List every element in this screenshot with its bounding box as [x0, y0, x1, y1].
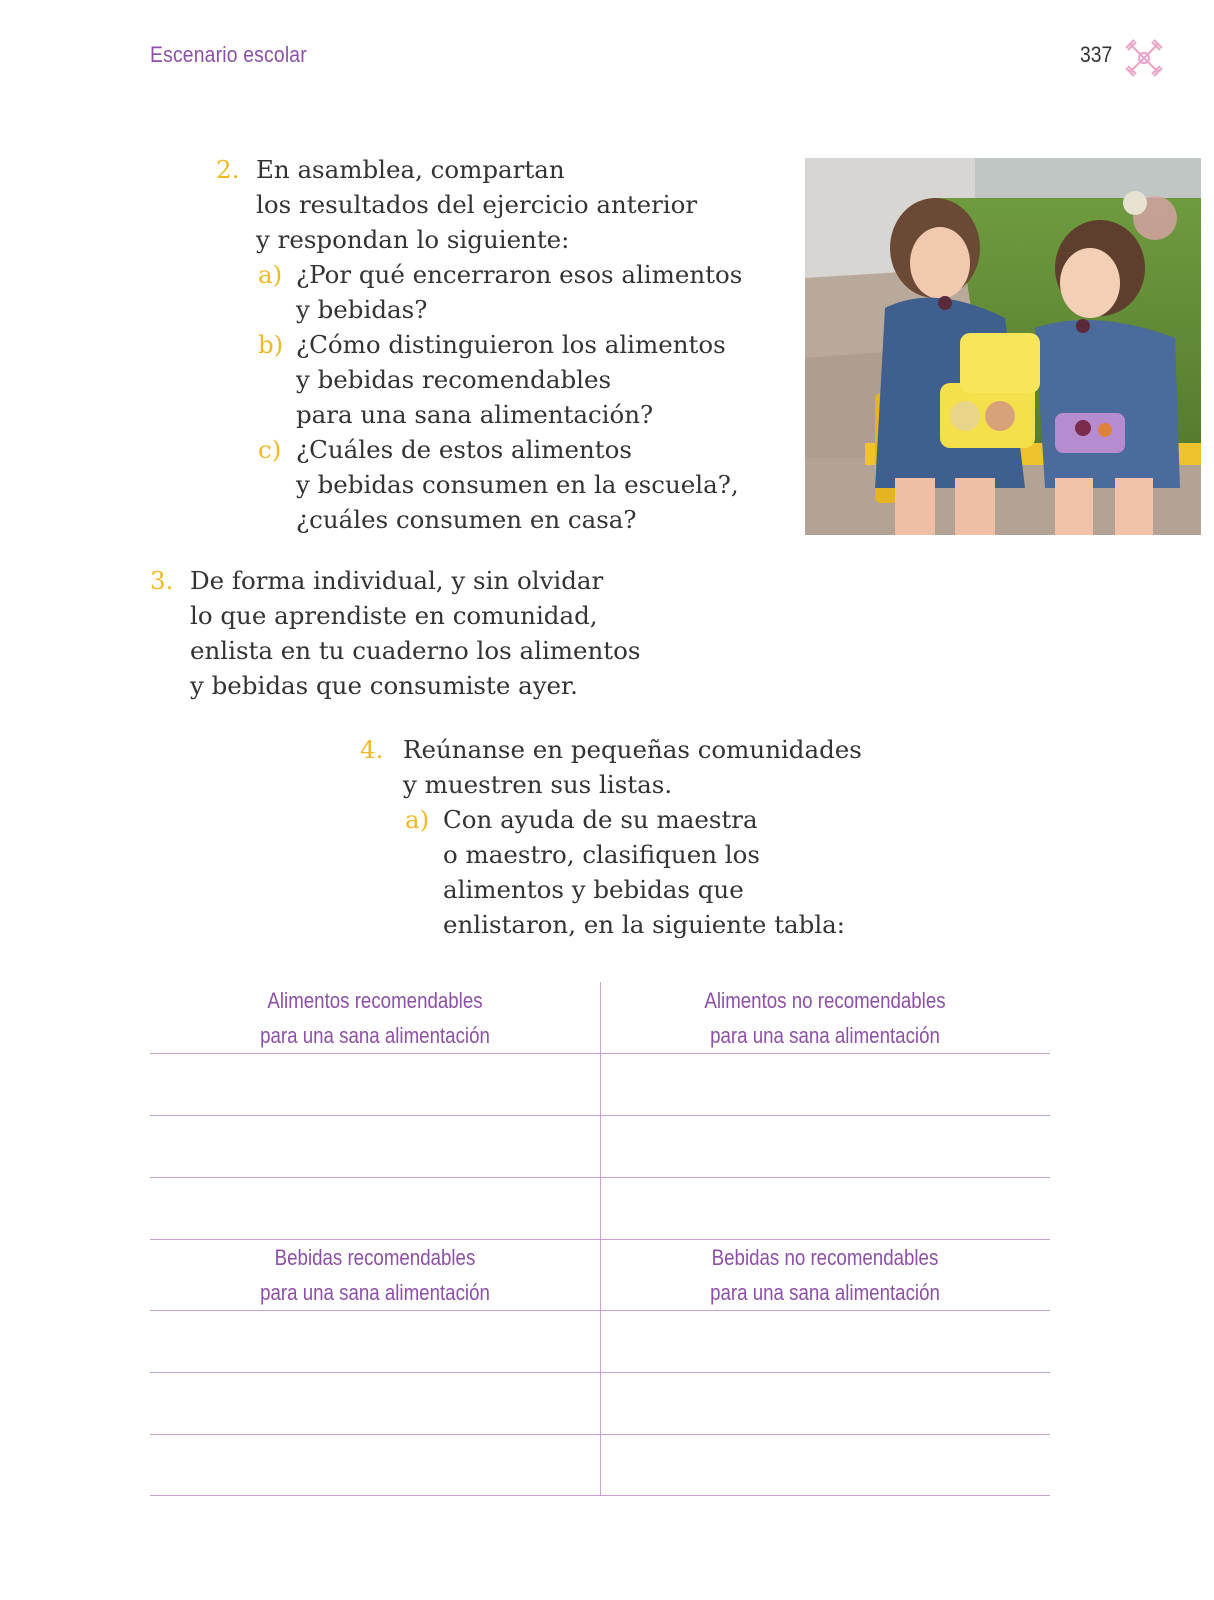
question-4: [360, 732, 920, 942]
item-line: ¿Cuáles de estos alimentos: [296, 435, 632, 464]
item-letter: a): [258, 260, 283, 289]
item-line: y bebidas consumen en la escuela?,: [296, 470, 739, 499]
item-line: Con ayuda de su maestra: [443, 805, 758, 834]
question-number: 3.: [150, 566, 174, 595]
table-header-food-not-recommended: Alimentos no recomendables para una sana alimentación: [704, 988, 946, 1048]
table-row-line: [150, 1115, 1050, 1116]
question-number: 4.: [360, 735, 384, 764]
table-header-drinks-not-recommended: Bebidas no recomendables para una sana alimentación: [710, 1245, 940, 1305]
photo-girls-lunch: [805, 158, 1201, 535]
item-letter: a): [405, 805, 430, 834]
table-row-line: [150, 1177, 1050, 1178]
item-line: o maestro, clasifiquen los: [443, 840, 760, 869]
item-line: para una sana alimentación?: [296, 400, 654, 429]
item-letter: b): [258, 330, 284, 359]
question-line: los resultados del ejercicio anterior: [256, 190, 698, 219]
item-letter: c): [258, 435, 282, 464]
table-row-line: [150, 1495, 1050, 1496]
table-row-line: [150, 1372, 1050, 1373]
item-line: ¿Cómo distinguieron los alimentos: [296, 330, 726, 359]
question-line: En asamblea, compartan: [256, 155, 565, 184]
page-number: 337: [1080, 42, 1113, 67]
question-number: 2.: [216, 155, 240, 184]
item-line: alimentos y bebidas que: [443, 875, 744, 904]
table-row-line: [150, 1434, 1050, 1435]
item-line: y bebidas recomendables: [296, 365, 612, 394]
running-header: Escenario escolar: [150, 42, 307, 67]
question-line: Reúnanse en pequeñas comunidades: [403, 735, 862, 764]
question-line: y respondan lo siguiente:: [256, 225, 570, 254]
question-3: [150, 563, 710, 703]
item-line: y bebidas?: [296, 295, 428, 324]
table-row-line: [150, 1310, 1050, 1311]
question-line: De forma individual, y sin olvidar: [190, 566, 604, 595]
table-header-food-recommended: Alimentos recomendables para una sana alimentación: [260, 988, 490, 1048]
question-line: enlista en tu cuaderno los alimentos: [190, 636, 641, 665]
snowflake-logo-icon: [1124, 38, 1164, 78]
question-line: y muestren sus listas.: [403, 770, 673, 799]
table-header-drinks-recommended: Bebidas recomendables para una sana alimentación: [260, 1245, 490, 1305]
question-2: [216, 152, 776, 537]
question-line: lo que aprendiste en comunidad,: [190, 601, 598, 630]
item-line: ¿cuáles consumen en casa?: [296, 505, 637, 534]
question-line: y bebidas que consumiste ayer.: [190, 671, 578, 700]
table-row-line: [150, 1053, 1050, 1054]
item-line: ¿Por qué encerraron esos alimentos: [296, 260, 743, 289]
item-line: enlistaron, en la siguiente tabla:: [443, 910, 846, 939]
